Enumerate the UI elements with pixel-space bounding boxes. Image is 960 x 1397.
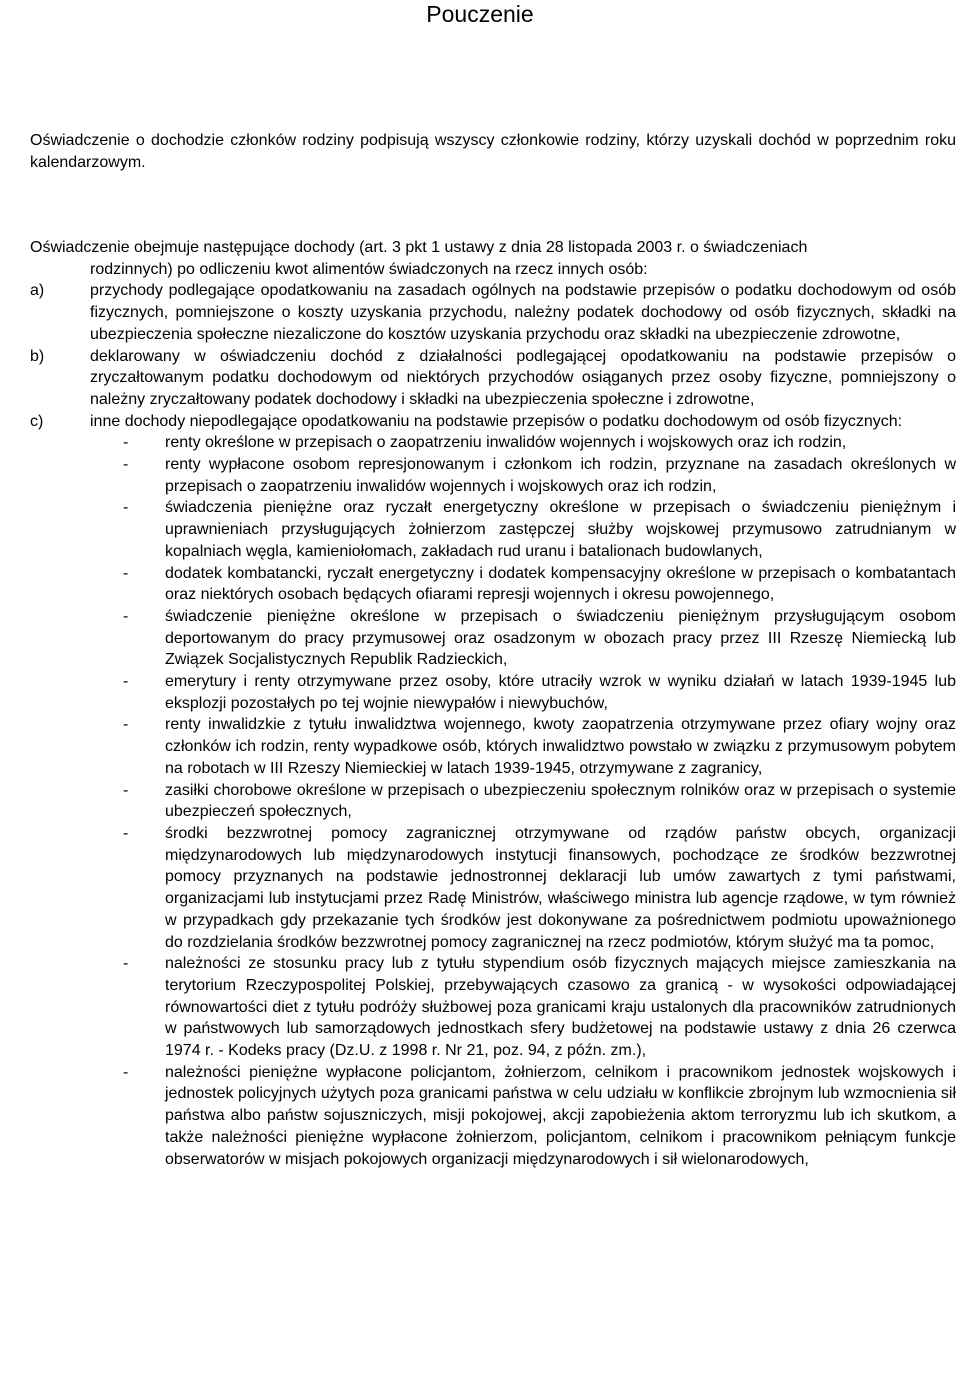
list-item	[30, 563, 956, 606]
income-intro-continuation: rodzinnych) po odliczeniu kwot alimentów świadczonych na rzecz innych osób:	[90, 260, 648, 278]
income-section	[30, 237, 956, 1170]
dash-marker: -	[123, 564, 129, 582]
list-item-c	[30, 411, 956, 433]
list-item-text: przychody podlegające opodatkowaniu na zasadach ogólnych na podstawie przepisów o podatku dochodowym od osób fizycznych, pomniejszone o koszty uzyskania przychodu, należny podatek dochodowy od osób fizycznych, składki na ubezpieczenia społeczne niezaliczone do kosztów uzyskania przychodu oraz składki na ubezpieczenie zdrowotne,	[90, 282, 956, 343]
list-item	[30, 454, 956, 497]
list-item-text: deklarowany w oświadczeniu dochód z działalności podlegającej opodatkowaniu na podstawie przepisów o zryczałtowanym podatku dochodowym od niektórych przychodów osiąganych przez osoby fizyczne, pomniejszony o należny zryczałtowany podatek dochodowy i składki na ubezpieczenia społeczne i zdrowotne,	[90, 347, 956, 408]
list-item-text: inne dochody niepodlegające opodatkowaniu na podstawie przepisów o podatku dochodowym od osób fizycznych:	[90, 412, 903, 430]
dash-marker: -	[123, 781, 129, 799]
list-item-text: środki bezzwrotnej pomocy zagranicznej otrzymywane od rządów państw obcych, organizacji międzynarodowych lub międzynarodowych instytucji finansowych, pochodzące ze środków bezzwrotnej pomocy przyznanych na podstawie jednostronnej deklaracji lub umów zawartych z tymi państwami, organizacjami lub instytucjami przez Radę Ministrów, właściwego ministra lub agencje rządowe, w tym również w przypadkach gdy przekazanie tych środków jest dokonywane za pośrednictwem podmiotu upoważnionego do rozdzielania środków bezzwrotnej pomocy zagranicznej na rzecz podmiotów, którym służyć ma ta pomoc,	[165, 824, 956, 951]
list-item-text: dodatek kombatancki, ryczałt energetyczny i dodatek kompensacyjny określone w przepisach o kombatantach oraz niektórych osobach będących ofiarami represji wojennych i okresu powojennego,	[165, 564, 956, 604]
list-marker: b)	[30, 347, 45, 365]
list-item	[30, 823, 956, 953]
other-income-list	[30, 432, 956, 1170]
list-item	[30, 953, 956, 1062]
income-intro-line: Oświadczenie obejmuje następujące dochody (art. 3 pkt 1 ustawy z dnia 28 listopada 2003 r. o świadczeniach	[30, 239, 808, 256]
list-marker: a)	[30, 282, 45, 300]
list-item-text: należności ze stosunku pracy lub z tytułu stypendium osób fizycznych mających miejsce zamieszkania na terytorium Rzeczypospolitej Polskiej, przebywających czasowo za granicą - w wysokości odpowiadającej równowartości diet z tytułu podróży służbowej poza granicami kraju ustalonych dla pracowników zatrudnionych w państwowych lub samorządowych jednostkach sfery budżetowej na podstawie ustawy z dnia 26 czerwca 1974 r. - Kodeks pracy (Dz.U. z 1998 r. Nr 21, poz. 94, z późn. zm.),	[165, 955, 956, 1060]
list-item-text: renty inwalidzkie z tytułu inwalidztwa wojennego, kwoty zaopatrzenia otrzymywane przez ofiary wojny oraz członków ich rodzin, renty wypadkowe osób, których inwalidztwo powstało w związku z przymusowym pobytem na robotach w III Rzeszy Niemieckiej w latach 1939-1945, otrzymywane z zagranicy,	[165, 716, 956, 777]
list-item	[30, 780, 956, 823]
dash-marker: -	[123, 434, 129, 452]
dash-marker: -	[123, 673, 129, 691]
list-item	[30, 714, 956, 779]
dash-marker: -	[123, 607, 129, 625]
dash-marker: -	[123, 456, 129, 474]
list-marker: c)	[30, 412, 44, 430]
page-title: Pouczenie	[426, 1, 534, 27]
list-item-text: zasiłki chorobowe określone w przepisach o ubezpieczeniu społecznym rolników oraz w przepisach o systemie ubezpieczeń społecznych,	[165, 781, 956, 821]
dash-marker: -	[123, 824, 129, 842]
list-item	[30, 606, 956, 671]
list-item	[30, 497, 956, 562]
list-item-text: świadczenia pieniężne oraz ryczałt energetyczny określone w przepisach o świadczeniu pieniężnym i uprawnieniach przysługujących żołnierzom zastępczej służby wojskowej przymusowo zatrudnianym w kopalniach węgla, kamieniołomach, zakładach rud uranu i batalionach budowlanych,	[165, 499, 956, 560]
paragraph-signature-rule: Oświadczenie o dochodzie członków rodziny podpisują wszyscy członkowie rodziny, którzy uzyskali dochód w poprzednim roku kalendarzowym.	[30, 132, 956, 171]
list-item-text: świadczenie pieniężne określone w przepisach o świadczeniu pieniężnym przysługującym osobom deportowanym do pracy przymusowej oraz osadzonym w obozach pracy przez III Rzeszę Niemiecką lub Związek Socjalistycznych Republik Radzieckich,	[165, 607, 956, 669]
list-item	[30, 432, 956, 454]
list-item-b	[30, 346, 956, 411]
list-item-text: renty określone w przepisach o zaopatrzeniu inwalidów wojennych i wojskowych oraz ich rodzin,	[165, 434, 847, 452]
dash-marker: -	[123, 499, 129, 517]
list-item	[30, 671, 956, 714]
dash-marker: -	[123, 955, 129, 973]
dash-marker: -	[123, 716, 129, 734]
list-item-text: emerytury i renty otrzymywane przez osoby, które utraciły wzrok w wyniku działań w latach 1939-1945 lub eksplozji pozostałych po tej wojnie niewypałów i niewybuchów,	[165, 673, 956, 712]
list-item-a	[30, 280, 956, 345]
dash-marker: -	[123, 1063, 129, 1081]
list-item	[30, 1062, 956, 1171]
list-item-text: należności pieniężne wypłacone policjantom, żołnierzom, celnikom i pracownikom jednostek wojskowych i jednostek policyjnych użytych poza granicami państwa w celu udziału w konflikcie zbrojnym lub wzmocnienia sił państwa albo państw sojuszniczych, misji pokojowej, akcji zapobieżenia aktom terroryzmu lub ich skutkom, a także należności pieniężne wypłacone żołnierzom, policjantom, celnikom i pracownikom pełniącym funkcje obserwatorów w misjach pokojowych organizacji międzynarodowych i sił wielonarodowych,	[165, 1063, 956, 1168]
list-item-text: renty wypłacone osobom represjonowanym i członkom ich rodzin, przyznane na zasadach określonych w przepisach o zaopatrzeniu inwalidów wojennych i wojskowych oraz ich rodzin,	[165, 456, 956, 495]
